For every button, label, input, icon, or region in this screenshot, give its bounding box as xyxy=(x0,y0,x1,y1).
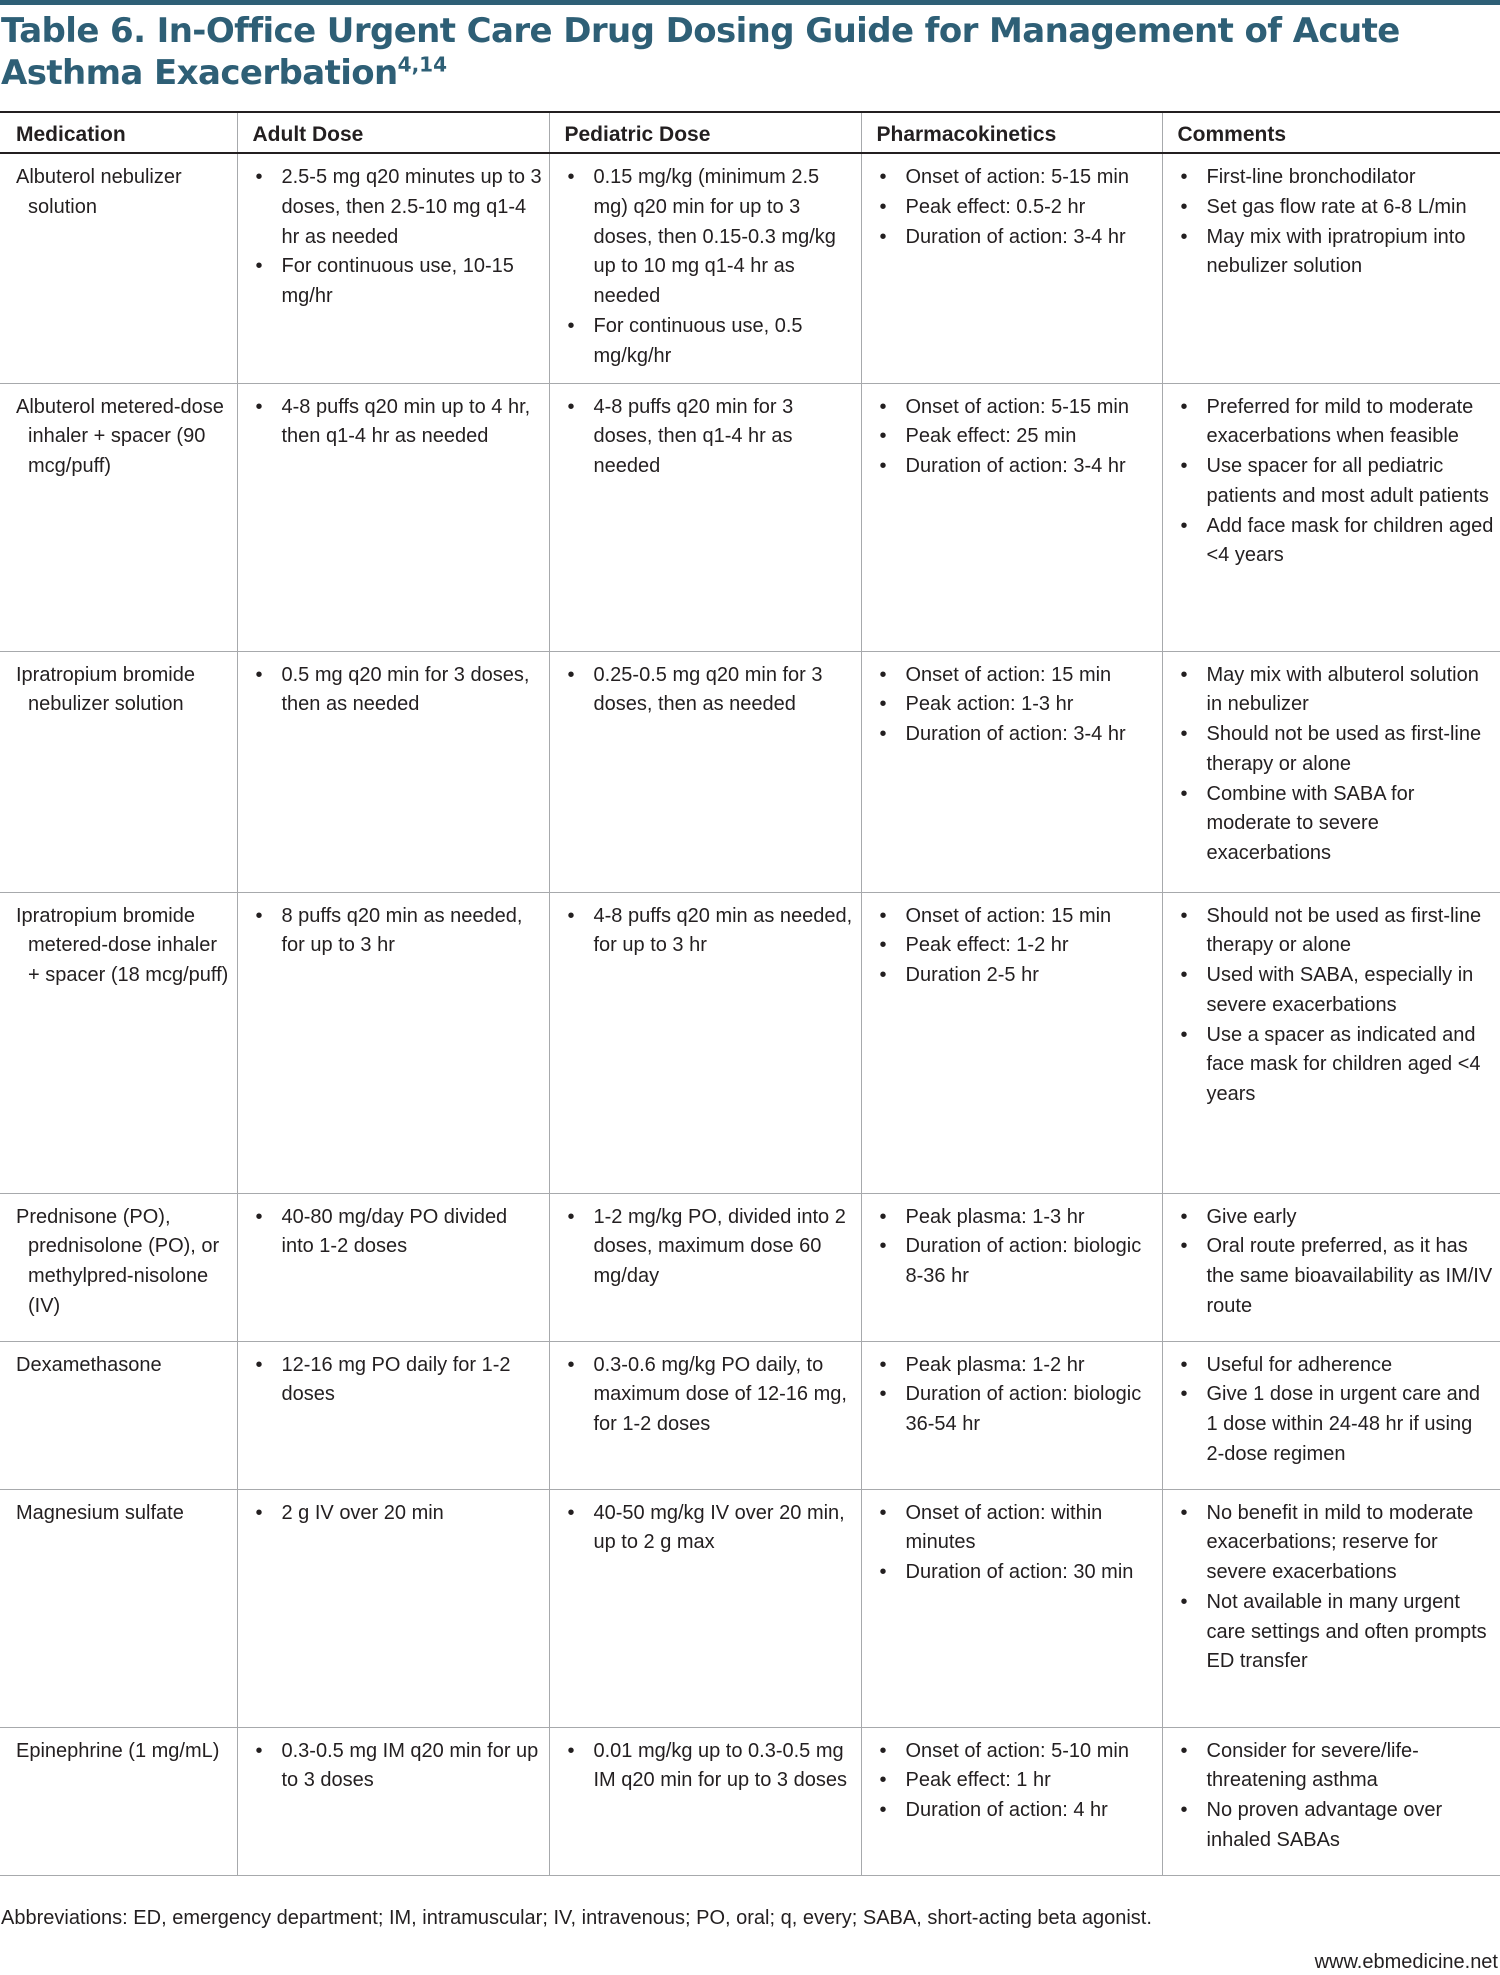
pharmacokinetics-cell xyxy=(861,383,1162,651)
pharmacokinetics-cell xyxy=(861,892,1162,1193)
pediatric-dose-cell xyxy=(549,651,861,892)
comments-list xyxy=(1179,1351,1495,1470)
pharmacokinetics-list xyxy=(878,393,1156,482)
comments-item: • Use a spacer as indicated and face mask for children aged <4 years xyxy=(1179,1021,1495,1110)
adult-dose-item: • 0.5 mg q20 min for 3 doses, then as needed xyxy=(254,661,543,721)
pediatric-dose-cell xyxy=(549,1489,861,1727)
comments-cell xyxy=(1162,383,1500,651)
comments-item: • May mix with albuterol solution in nebulizer xyxy=(1179,661,1495,721)
adult-dose-item: • 2 g IV over 20 min xyxy=(254,1499,543,1529)
comments-item: • Add face mask for children aged <4 years xyxy=(1179,512,1495,572)
pharmacokinetics-cell xyxy=(861,651,1162,892)
table-row xyxy=(0,153,1500,383)
table-title xyxy=(1,10,1491,94)
comments-list xyxy=(1179,393,1495,572)
medication-cell xyxy=(0,892,237,1193)
adult-dose-item: • 0.3-0.5 mg IM q20 min for up to 3 doses xyxy=(254,1737,543,1797)
medication-name: Dexamethasone xyxy=(16,1353,162,1376)
adult-dose-list xyxy=(254,163,543,312)
medication-name: Albuterol metered-dose inhaler + spacer (90 mcg/puff) xyxy=(16,395,224,478)
comments-item: • Useful for adherence xyxy=(1179,1351,1495,1381)
pediatric-dose-item: • 1-2 mg/kg PO, divided into 2 doses, maximum dose 60 mg/day xyxy=(566,1203,855,1292)
pharmacokinetics-item: • Onset of action: 15 min xyxy=(878,902,1156,932)
pediatric-dose-cell xyxy=(549,1341,861,1489)
table-row xyxy=(0,1341,1500,1489)
pharmacokinetics-item: • Onset of action: 5-15 min xyxy=(878,393,1156,423)
comments-list xyxy=(1179,1203,1495,1322)
pediatric-dose-cell xyxy=(549,153,861,383)
pediatric-dose-list xyxy=(566,1351,855,1440)
pharmacokinetics-item: • Duration of action: 3-4 hr xyxy=(878,720,1156,750)
table-row xyxy=(0,651,1500,892)
table-row xyxy=(0,892,1500,1193)
comments-list xyxy=(1179,163,1495,282)
pharmacokinetics-item: • Peak effect: 25 min xyxy=(878,422,1156,452)
pediatric-dose-item: • 40-50 mg/kg IV over 20 min, up to 2 g max xyxy=(566,1499,855,1559)
comments-cell xyxy=(1162,153,1500,383)
pediatric-dose-list xyxy=(566,1203,855,1292)
pharmacokinetics-item: • Duration of action: 3-4 hr xyxy=(878,452,1156,482)
adult-dose-cell xyxy=(237,651,549,892)
medication-name: Ipratropium bromide metered-dose inhaler + spacer (18 mcg/puff) xyxy=(16,904,229,987)
comments-list xyxy=(1179,1737,1495,1856)
dosing-table xyxy=(0,111,1500,1876)
pharmacokinetics-cell xyxy=(861,153,1162,383)
comments-item: • No proven advantage over inhaled SABAs xyxy=(1179,1796,1495,1856)
abbreviations-footnote: Abbreviations: ED, emergency department; IM, intramuscular; IV, intravenous; PO, oral; q, every; SABA, short-acting beta agonist. xyxy=(1,1907,1152,1929)
adult-dose-list xyxy=(254,902,543,962)
pediatric-dose-cell xyxy=(549,1193,861,1341)
adult-dose-list xyxy=(254,1203,543,1263)
comments-cell xyxy=(1162,1727,1500,1875)
adult-dose-item: • 4-8 puffs q20 min up to 4 hr, then q1-4 hr as needed xyxy=(254,393,543,453)
pharmacokinetics-cell xyxy=(861,1341,1162,1489)
comments-cell xyxy=(1162,1193,1500,1341)
pharmacokinetics-cell xyxy=(861,1489,1162,1727)
header-pharmacokinetics: Pharmacokinetics xyxy=(861,112,1162,153)
comments-cell xyxy=(1162,1341,1500,1489)
comments-item: • Should not be used as first-line therapy or alone xyxy=(1179,720,1495,780)
pharmacokinetics-item: • Peak effect: 1 hr xyxy=(878,1766,1156,1796)
adult-dose-item: • 12-16 mg PO daily for 1-2 doses xyxy=(254,1351,543,1411)
pharmacokinetics-item: • Peak plasma: 1-3 hr xyxy=(878,1203,1156,1233)
comments-item: • Oral route preferred, as it has the same bioavailability as IM/IV route xyxy=(1179,1232,1495,1321)
pediatric-dose-list xyxy=(566,1737,855,1797)
pediatric-dose-cell xyxy=(549,892,861,1193)
pharmacokinetics-list xyxy=(878,902,1156,991)
pediatric-dose-list xyxy=(566,393,855,482)
comments-item: • Used with SABA, especially in severe exacerbations xyxy=(1179,961,1495,1021)
comments-item: • Should not be used as first-line therapy or alone xyxy=(1179,902,1495,962)
medication-name: Magnesium sulfate xyxy=(16,1501,184,1524)
header-pediatric-dose: Pediatric Dose xyxy=(549,112,861,153)
adult-dose-cell xyxy=(237,892,549,1193)
comments-cell xyxy=(1162,651,1500,892)
comments-item: • First-line bronchodilator xyxy=(1179,163,1495,193)
pediatric-dose-cell xyxy=(549,383,861,651)
pharmacokinetics-item: • Peak effect: 0.5-2 hr xyxy=(878,193,1156,223)
medication-cell xyxy=(0,651,237,892)
source-url: www.ebmedicine.net xyxy=(1314,1951,1498,1973)
header-adult-dose: Adult Dose xyxy=(237,112,549,153)
pharmacokinetics-list xyxy=(878,661,1156,750)
medication-cell xyxy=(0,153,237,383)
pharmacokinetics-cell xyxy=(861,1193,1162,1341)
pediatric-dose-item: • 0.25-0.5 mg q20 min for 3 doses, then as needed xyxy=(566,661,855,721)
comments-item: • Combine with SABA for moderate to severe exacerbations xyxy=(1179,780,1495,869)
pharmacokinetics-item: • Onset of action: 5-15 min xyxy=(878,163,1156,193)
medication-cell xyxy=(0,383,237,651)
adult-dose-item: • 2.5-5 mg q20 minutes up to 3 doses, then 2.5-10 mg q1-4 hr as needed xyxy=(254,163,543,252)
pharmacokinetics-item: • Onset of action: 15 min xyxy=(878,661,1156,691)
table-body xyxy=(0,153,1500,1875)
pediatric-dose-list xyxy=(566,661,855,721)
pharmacokinetics-item: • Duration 2-5 hr xyxy=(878,961,1156,991)
pharmacokinetics-list xyxy=(878,163,1156,252)
pharmacokinetics-item: • Peak plasma: 1-2 hr xyxy=(878,1351,1156,1381)
medication-cell xyxy=(0,1341,237,1489)
pediatric-dose-list xyxy=(566,902,855,962)
pediatric-dose-item: • 0.01 mg/kg up to 0.3-0.5 mg IM q20 min for up to 3 doses xyxy=(566,1737,855,1797)
adult-dose-list xyxy=(254,1351,543,1411)
adult-dose-cell xyxy=(237,1489,549,1727)
pharmacokinetics-item: • Peak effect: 1-2 hr xyxy=(878,931,1156,961)
adult-dose-cell xyxy=(237,1341,549,1489)
pharmacokinetics-list xyxy=(878,1351,1156,1440)
adult-dose-item: • For continuous use, 10-15 mg/hr xyxy=(254,252,543,312)
title-citation: 4,14 xyxy=(397,52,448,77)
pharmacokinetics-item: • Duration of action: 30 min xyxy=(878,1558,1156,1588)
pediatric-dose-item: • 0.3-0.6 mg/kg PO daily, to maximum dose of 12-16 mg, for 1-2 doses xyxy=(566,1351,855,1440)
pediatric-dose-cell xyxy=(549,1727,861,1875)
comments-cell xyxy=(1162,1489,1500,1727)
pharmacokinetics-list xyxy=(878,1203,1156,1292)
pediatric-dose-item: • 4-8 puffs q20 min for 3 doses, then q1-4 hr as needed xyxy=(566,393,855,482)
medication-name: Albuterol nebulizer solution xyxy=(16,166,182,218)
medication-cell xyxy=(0,1727,237,1875)
pharmacokinetics-cell xyxy=(861,1727,1162,1875)
comments-item: • No benefit in mild to moderate exacerbations; reserve for severe exacerbations xyxy=(1179,1499,1495,1588)
pediatric-dose-item: • For continuous use, 0.5 mg/kg/hr xyxy=(566,312,855,372)
pharmacokinetics-item: • Duration of action: biologic 8-36 hr xyxy=(878,1232,1156,1292)
pharmacokinetics-item: • Duration of action: 3-4 hr xyxy=(878,223,1156,253)
pediatric-dose-item: • 0.15 mg/kg (minimum 2.5 mg) q20 min for up to 3 doses, then 0.15-0.3 mg/kg up to 10 mg q1-4 hr as needed xyxy=(566,163,855,312)
comments-item: • Preferred for mild to moderate exacerbations when feasible xyxy=(1179,393,1495,453)
comments-item: • Use spacer for all pediatric patients and most adult patients xyxy=(1179,452,1495,512)
comments-list xyxy=(1179,1499,1495,1678)
pharmacokinetics-item: • Duration of action: 4 hr xyxy=(878,1796,1156,1826)
table-header-row xyxy=(0,112,1500,153)
table-row xyxy=(0,1489,1500,1727)
comments-item: • Give early xyxy=(1179,1203,1495,1233)
comments-item: • Not available in many urgent care settings and often prompts ED transfer xyxy=(1179,1588,1495,1677)
adult-dose-list xyxy=(254,661,543,721)
pediatric-dose-list xyxy=(566,163,855,372)
pharmacokinetics-item: • Duration of action: biologic 36-54 hr xyxy=(878,1380,1156,1440)
table-row xyxy=(0,1727,1500,1875)
comments-item: • May mix with ipratropium into nebulizer solution xyxy=(1179,223,1495,283)
comments-list xyxy=(1179,661,1495,870)
adult-dose-list xyxy=(254,1737,543,1797)
table-row xyxy=(0,383,1500,651)
comments-cell xyxy=(1162,892,1500,1193)
pediatric-dose-item: • 4-8 puffs q20 min as needed, for up to 3 hr xyxy=(566,902,855,962)
pediatric-dose-list xyxy=(566,1499,855,1559)
adult-dose-cell xyxy=(237,1193,549,1341)
pharmacokinetics-list xyxy=(878,1499,1156,1588)
adult-dose-list xyxy=(254,1499,543,1529)
adult-dose-item: • 40-80 mg/day PO divided into 1-2 doses xyxy=(254,1203,543,1263)
pharmacokinetics-item: • Peak action: 1-3 hr xyxy=(878,690,1156,720)
comments-list xyxy=(1179,902,1495,1111)
adult-dose-item: • 8 puffs q20 min as needed, for up to 3 hr xyxy=(254,902,543,962)
table-row xyxy=(0,1193,1500,1341)
medication-cell xyxy=(0,1193,237,1341)
comments-item: • Consider for severe/life-threatening asthma xyxy=(1179,1737,1495,1797)
pharmacokinetics-item: • Onset of action: within minutes xyxy=(878,1499,1156,1559)
pharmacokinetics-list xyxy=(878,1737,1156,1826)
comments-item: • Set gas flow rate at 6-8 L/min xyxy=(1179,193,1495,223)
title-rule xyxy=(0,0,1500,5)
medication-name: Ipratropium bromide nebulizer solution xyxy=(16,663,195,716)
adult-dose-list xyxy=(254,393,543,453)
header-medication: Medication xyxy=(0,112,237,153)
pharmacokinetics-item: • Onset of action: 5-10 min xyxy=(878,1737,1156,1767)
header-comments: Comments xyxy=(1162,112,1500,153)
comments-item: • Give 1 dose in urgent care and 1 dose within 24-48 hr if using 2-dose regimen xyxy=(1179,1380,1495,1469)
medication-cell xyxy=(0,1489,237,1727)
table-title-text: Table 6. In-Office Urgent Care Drug Dosing Guide for Management of Acute Asthma Exacerbation xyxy=(1,11,1400,93)
adult-dose-cell xyxy=(237,153,549,383)
adult-dose-cell xyxy=(237,1727,549,1875)
medication-name: Prednisone (PO), prednisolone (PO), or methylpred-nisolone (IV) xyxy=(16,1205,220,1317)
adult-dose-cell xyxy=(237,383,549,651)
medication-name: Epinephrine (1 mg/mL) xyxy=(16,1739,220,1762)
